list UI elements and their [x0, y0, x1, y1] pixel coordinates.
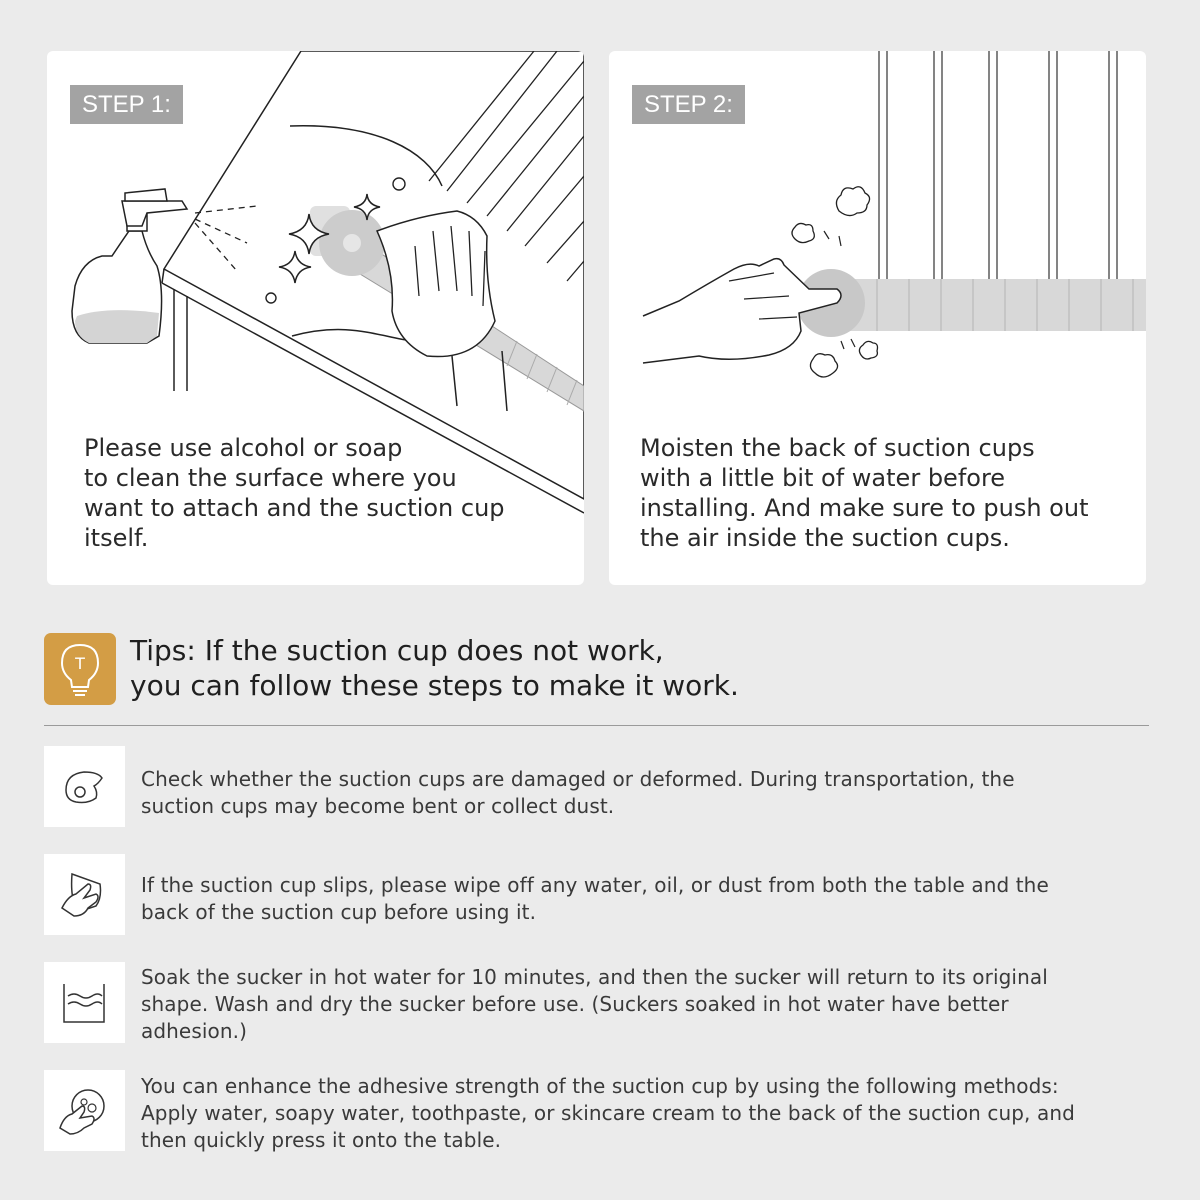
step-2-badge: STEP 2: — [632, 85, 745, 124]
tips-heading — [130, 633, 830, 703]
lightbulb-icon — [44, 633, 116, 705]
text-line: with a little bit of water before — [640, 464, 1006, 492]
text-line: shape. Wash and dry the sucker before use. (Suckers soaked in hot water have better — [141, 992, 1009, 1016]
text-line: adhesion.) — [141, 1019, 247, 1043]
text-line: Soak the sucker in hot water for 10 minutes, and then the sucker will return to its original — [141, 965, 1048, 989]
text-line: to clean the surface where you — [84, 464, 457, 492]
text-line: If the suction cup slips, please wipe off any water, oil, or dust from both the table and the — [141, 873, 1049, 897]
text-line: Moisten the back of suction cups — [640, 434, 1035, 462]
tip-item-4-text — [141, 1073, 1151, 1154]
step-1-description — [84, 433, 564, 553]
text-line: Check whether the suction cups are damaged or deformed. During transportation, the — [141, 767, 1015, 791]
wipe-hand-icon — [44, 854, 125, 935]
text-line: itself. — [84, 524, 149, 552]
step-1-card — [47, 51, 584, 585]
step-2-description — [640, 433, 1135, 553]
hot-water-icon — [44, 962, 125, 1043]
text-line: suction cups may become bent or collect dust. — [141, 794, 615, 818]
text-line: installing. And make sure to push out — [640, 494, 1089, 522]
text-line: Please use alcohol or soap — [84, 434, 403, 462]
text-line: Apply water, soapy water, toothpaste, or skincare cream to the back of the suction cup, and — [141, 1101, 1075, 1125]
text-line: Tips: If the suction cup does not work, — [130, 634, 664, 667]
text-line: You can enhance the adhesive strength of the suction cup by using the following methods: — [141, 1074, 1059, 1098]
divider — [44, 725, 1149, 726]
apply-cream-icon — [44, 1070, 125, 1151]
text-line: back of the suction cup before using it. — [141, 900, 537, 924]
tip-item-3-text — [141, 964, 1151, 1045]
tip-item-2-text — [141, 872, 1151, 926]
text-line: want to attach and the suction cup — [84, 494, 505, 522]
tip-item-1-text — [141, 766, 1151, 820]
step-2-card — [609, 51, 1146, 585]
text-line: then quickly press it onto the table. — [141, 1128, 502, 1152]
suction-cup-icon — [44, 746, 125, 827]
text-line: the air inside the suction cups. — [640, 524, 1010, 552]
step-1-badge: STEP 1: — [70, 85, 183, 124]
lightbulb-letter: T — [75, 654, 85, 673]
text-line: you can follow these steps to make it work. — [130, 669, 739, 702]
